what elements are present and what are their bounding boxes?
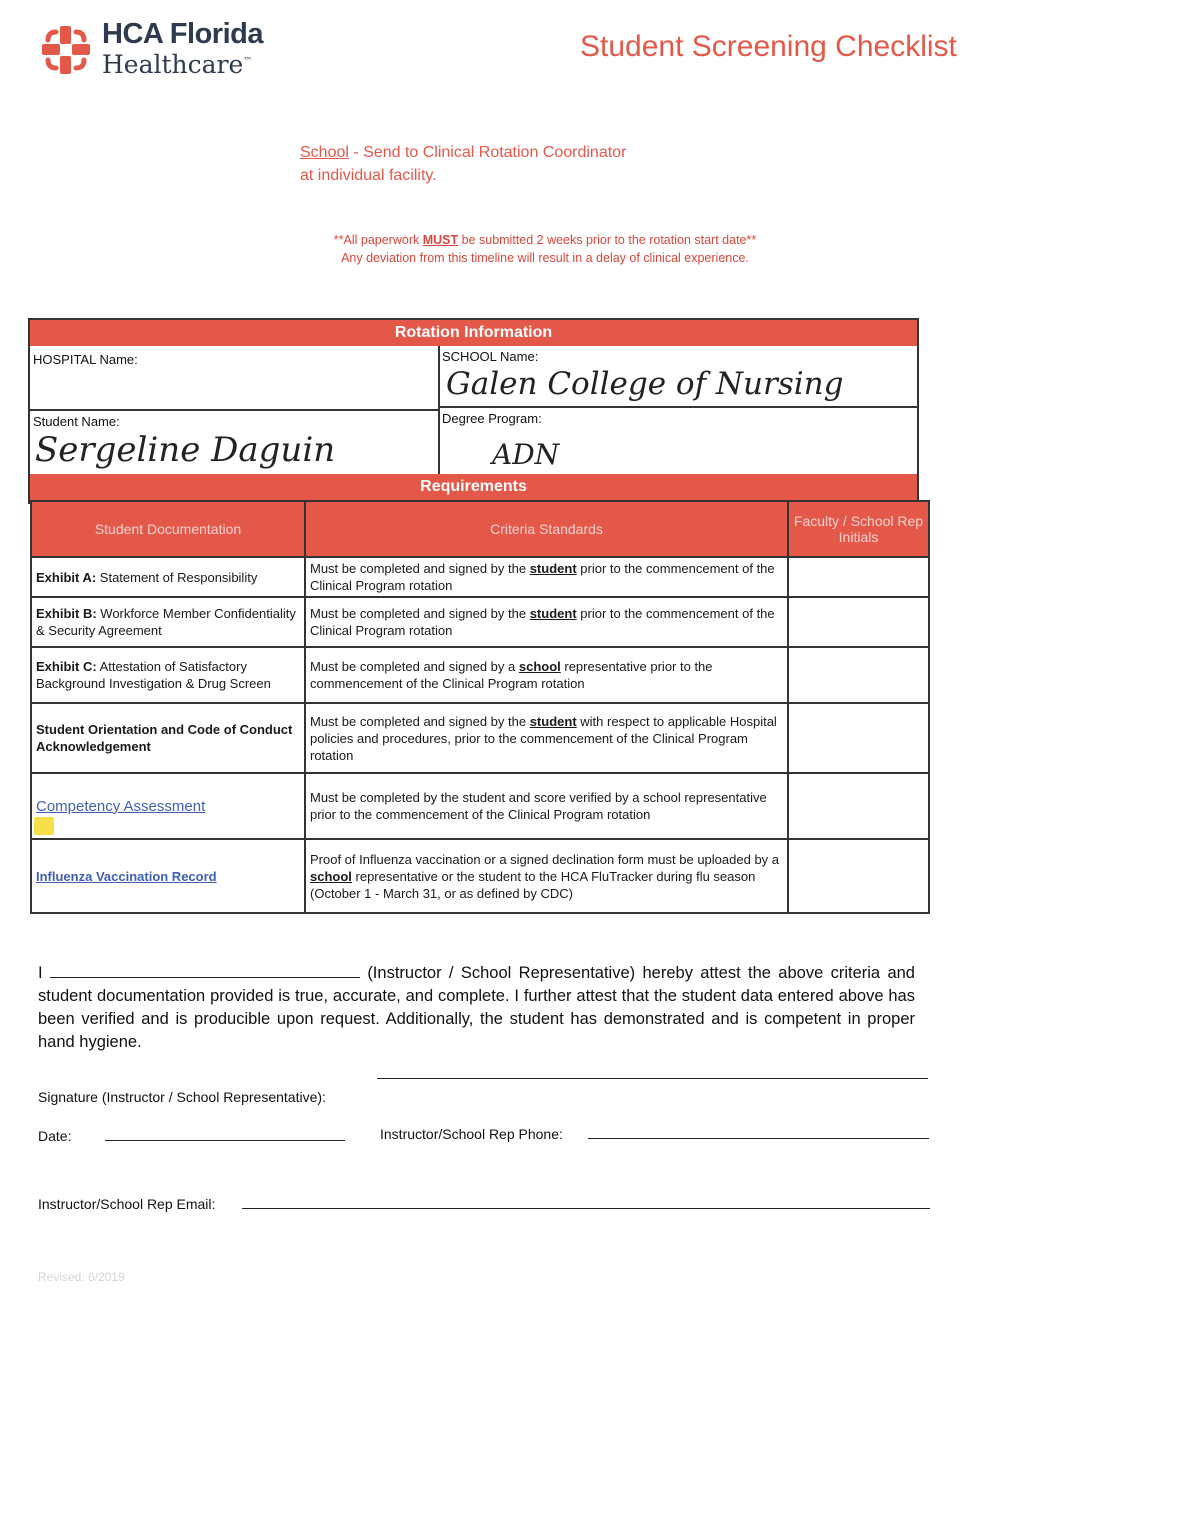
student-name-value: Sergeline Daguin xyxy=(35,430,336,470)
table-row xyxy=(31,557,929,597)
routing-instruction xyxy=(300,141,626,187)
requirements-table xyxy=(30,500,930,914)
phone-line[interactable] xyxy=(588,1138,929,1139)
signature-line[interactable] xyxy=(377,1078,928,1079)
rotation-information-band: Rotation Information xyxy=(30,320,917,346)
degree-program-label: Degree Program: xyxy=(442,411,542,426)
rotation-information-table xyxy=(28,318,919,504)
initials-cell[interactable] xyxy=(788,703,929,773)
date-label: Date: xyxy=(38,1128,72,1144)
criteria-cell: Must be completed and signed by the student prior to the commencement of the Clinical Program rotation xyxy=(305,597,788,647)
table-row xyxy=(31,703,929,773)
documentation-cell: Exhibit B: Workforce Member Confidentiality & Security Agreement xyxy=(31,597,305,647)
hca-logo-mark-icon xyxy=(38,22,94,78)
competency-assessment-link[interactable]: Competency Assessment xyxy=(36,797,206,815)
divider xyxy=(438,406,919,408)
submission-notice: **All paperwork MUST be submitted 2 weeks prior to the rotation start date** Any deviation from this timeline will result in a delay of clinical experience. xyxy=(333,233,757,265)
documentation-cell: Student Orientation and Code of Conduct Acknowledgement xyxy=(31,703,305,773)
trademark-symbol: ™ xyxy=(243,56,253,67)
table-row xyxy=(31,839,929,913)
requirements-band: Requirements xyxy=(30,474,917,500)
criteria-cell: Must be completed by the student and score verified by a school representative prior to the commencement of the Clinical Program rotation xyxy=(305,773,788,839)
column-header-initials: Faculty / School Rep Initials xyxy=(788,501,929,557)
routing-school-word: School xyxy=(300,144,349,161)
column-header-criteria: Criteria Standards xyxy=(305,501,788,557)
student-name-label: Student Name: xyxy=(33,414,120,429)
attestation-statement xyxy=(38,962,915,1054)
email-line[interactable] xyxy=(242,1208,930,1209)
school-name-label: SCHOOL Name: xyxy=(442,349,539,364)
influenza-vaccination-record-link[interactable]: Influenza Vaccination Record xyxy=(36,868,217,884)
documentation-cell: Exhibit C: Attestation of Satisfactory Background Investigation & Drug Screen xyxy=(31,647,305,703)
degree-program-value: ADN xyxy=(492,438,560,471)
comment-note-icon[interactable] xyxy=(34,817,54,835)
phone-label: Instructor/School Rep Phone: xyxy=(380,1126,563,1142)
hospital-name-label: HOSPITAL Name: xyxy=(33,352,138,367)
signature-label: Signature (Instructor / School Representative): xyxy=(38,1089,326,1105)
documentation-cell: Exhibit A: Statement of Responsibility xyxy=(31,557,305,597)
initials-cell[interactable] xyxy=(788,839,929,913)
criteria-cell: Must be completed and signed by the student with respect to applicable Hospital policies and procedures, prior to the commencement of the Clinical Program rotation xyxy=(305,703,788,773)
date-line[interactable] xyxy=(105,1140,345,1141)
initials-cell[interactable] xyxy=(788,597,929,647)
email-label: Instructor/School Rep Email: xyxy=(38,1196,216,1212)
documentation-cell xyxy=(31,839,305,913)
divider xyxy=(438,346,440,474)
initials-cell[interactable] xyxy=(788,557,929,597)
attestation-lead: I xyxy=(38,964,43,982)
criteria-cell: Must be completed and signed by a school representative prior to the commencement of the Clinical Program rotation xyxy=(305,647,788,703)
notice-line2: Any deviation from this timeline will result in a delay of clinical experience. xyxy=(341,251,749,265)
documentation-cell xyxy=(31,773,305,839)
logo-subtitle: Healthcare™ xyxy=(102,50,253,79)
initials-cell[interactable] xyxy=(788,773,929,839)
document-title: Student Screening Checklist xyxy=(580,30,957,63)
table-row xyxy=(31,647,929,703)
initials-cell[interactable] xyxy=(788,647,929,703)
table-row xyxy=(31,773,929,839)
criteria-cell: Proof of Influenza vaccination or a signed declination form must be uploaded by a school representative or the student to the HCA FluTracker during flu season (October 1 - March 31, or as defined by CDC) xyxy=(305,839,788,913)
routing-line1: - Send to Clinical Rotation Coordinator xyxy=(348,144,627,161)
logo-name: HCA Florida xyxy=(102,18,263,50)
school-name-value: Galen College of Nursing xyxy=(446,366,844,402)
revision-date: Revised: 6/2019 xyxy=(38,1270,125,1284)
column-header-documentation: Student Documentation xyxy=(31,501,305,557)
divider xyxy=(30,409,438,411)
criteria-cell: Must be completed and signed by the student prior to the commencement of the Clinical Program rotation xyxy=(305,557,788,597)
attestation-body: (Instructor / School Representative) hereby attest the above criteria and student documentation provided is true, accurate, and complete. I further attest that the student data entered above has been verified and is producible upon request. Additionally, the student has demonstrated and is competent in proper hand hygiene. xyxy=(38,964,915,1051)
table-row xyxy=(31,597,929,647)
notice-must: MUST xyxy=(422,233,459,247)
instructor-name-blank[interactable] xyxy=(50,963,360,978)
routing-line2: at individual facility. xyxy=(300,167,437,184)
